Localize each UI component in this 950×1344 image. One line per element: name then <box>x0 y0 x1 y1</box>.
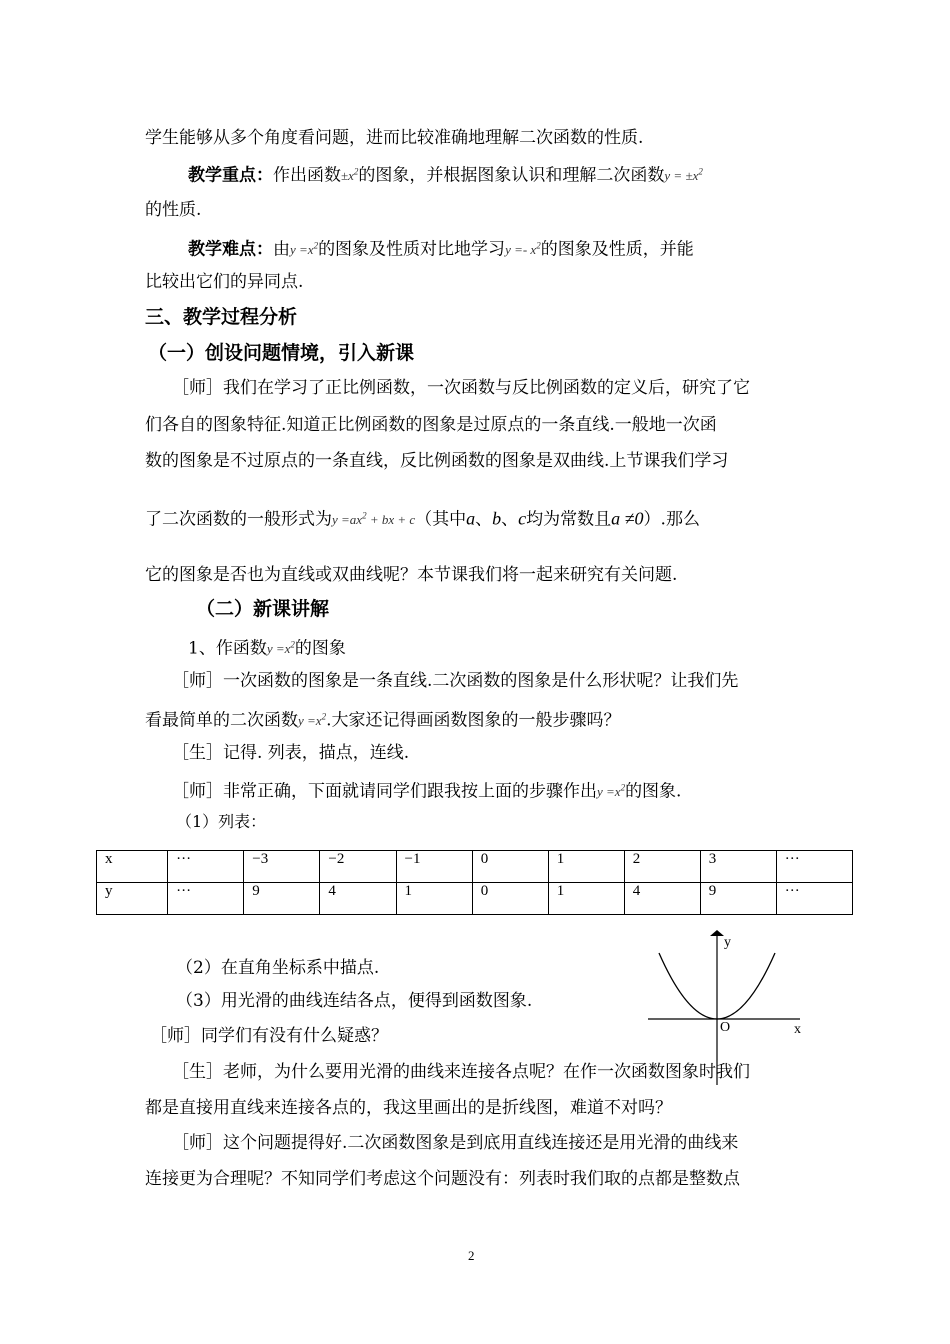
table-cell: ··· <box>168 851 244 883</box>
math-expression: $y =- x^2$ <box>505 241 541 258</box>
math-expression: a ≠0 <box>611 508 644 529</box>
paragraph-line: 们各自的图象特征.知道正比例函数的图象是过原点的一条直线.一般地一次函 <box>145 415 717 435</box>
text-run: 的图象及性质对比地学习 <box>318 239 506 260</box>
table-cell: 1 <box>548 883 624 915</box>
text-run: 的图象，并根据图象认识和理解二次函数 <box>358 165 665 186</box>
parabola-graph <box>640 930 815 1090</box>
paragraph-line: ［师］一次函数的图象是一条直线.二次函数的图象是什么形状呢？让我们先 <box>172 671 739 691</box>
table-cell: 0 <box>472 851 548 883</box>
table-cell: 3 <box>700 851 776 883</box>
text-run: ［师］非常正确，下面就请同学们跟我按上面的步骤作出 <box>172 781 597 802</box>
table-cell: 0 <box>472 883 548 915</box>
math-variable: c <box>518 508 527 529</box>
y-axis-label: y <box>724 935 731 950</box>
paragraph-line: ［师］这个问题提得好.二次函数图象是到底用直线连接还是用光滑的曲线来 <box>172 1133 739 1153</box>
table-cell: 9 <box>244 883 320 915</box>
text-run: 的图象及性质，并能 <box>540 239 694 260</box>
math-expression: $y =x^2$ <box>597 783 626 800</box>
table-cell: −1 <box>396 851 472 883</box>
table-cell: ··· <box>776 883 852 915</box>
text-run: 作出函数 <box>273 165 341 186</box>
table-cell: ··· <box>776 851 852 883</box>
paragraph-line: ［师］我们在学习了正比例函数，一次函数与反比例函数的定义后，研究了它 <box>172 378 750 398</box>
table-cell: x <box>97 851 168 883</box>
table-cell: −3 <box>244 851 320 883</box>
math-expression: $y =x^2$ <box>298 712 327 729</box>
table-cell: 1 <box>548 851 624 883</box>
table-cell: 4 <box>624 883 700 915</box>
table-cell: 4 <box>320 883 396 915</box>
text-run: 了二次函数的一般形式为 <box>145 509 332 530</box>
paragraph-line <box>145 705 620 733</box>
y-axis-arrow <box>710 930 724 936</box>
table-cell: ··· <box>168 883 244 915</box>
paragraph-line: ［生］老师，为什么要用光滑的曲线来连接各点呢？在作一次函数图象时我们 <box>172 1062 750 1082</box>
paragraph-line: 学生能够从多个角度看问题，进而比较准确地理解二次函数的性质. <box>145 128 644 148</box>
paragraph-line <box>172 776 681 804</box>
table-cell: y <box>97 883 168 915</box>
table-cell: 9 <box>700 883 776 915</box>
step-label: （1）列表： <box>176 812 267 831</box>
value-table <box>96 850 853 915</box>
paragraph-line: 连接更为合理呢？不知同学们考虑这个问题没有：列表时我们取的点都是整数点 <box>145 1169 740 1189</box>
text-run: 看最简单的二次函数 <box>145 710 298 731</box>
subsection-heading: （二）新课讲解 <box>196 598 330 620</box>
text-run: .大家还记得画函数图象的一般步骤吗？ <box>326 710 621 731</box>
table-row <box>97 851 853 883</box>
step-label: （3）用光滑的曲线连结各点，便得到函数图象. <box>176 991 533 1011</box>
text-run: 由 <box>273 239 290 260</box>
text-run: 、 <box>475 509 493 530</box>
x-axis-label: x <box>794 1022 801 1037</box>
text-run: 、 <box>501 509 519 530</box>
table-cell: 2 <box>624 851 700 883</box>
math-expression: $y = \pm x^2$ <box>664 167 703 184</box>
text-run: ）.那么 <box>643 509 700 530</box>
paragraph-line: 它的图象是否也为直线或双曲线呢？本节课我们将一起来研究有关问题. <box>145 565 678 585</box>
math-variable: b <box>492 508 502 529</box>
text-run: 1、作函数 <box>188 638 267 659</box>
paragraph-line: ［生］记得. 列表，描点，连线. <box>172 743 410 763</box>
text-run: （其中 <box>415 509 467 530</box>
table-row <box>97 883 853 915</box>
step-label: （2）在直角坐标系中描点. <box>176 958 380 978</box>
key-points-line <box>188 160 703 188</box>
page-number: 2 <box>468 1248 475 1263</box>
math-variable: a <box>466 508 476 529</box>
table-cell: 1 <box>396 883 472 915</box>
paragraph-line: 比较出它们的异同点. <box>145 272 304 292</box>
paragraph-line: 的性质. <box>145 200 202 220</box>
math-expression: $y =ax^2$ + bx + c <box>332 511 416 528</box>
math-expression: $y =x^2$ <box>266 640 295 657</box>
math-expression: $y =x^2$ <box>290 241 319 258</box>
table-cell: −2 <box>320 851 396 883</box>
subsection-heading: （一）创设问题情境，引入新课 <box>148 342 415 364</box>
text-run: 的图象. <box>625 781 682 802</box>
key-points-label: 教学重点： <box>188 165 273 186</box>
paragraph-line: ［师］同学们有没有什么疑惑？ <box>150 1026 388 1046</box>
paragraph-line: 数的图象是不过原点的一条直线，反比例函数的图象是双曲线.上节课我们学习 <box>145 451 729 471</box>
difficult-points-line <box>188 234 694 262</box>
difficult-points-label: 教学难点： <box>188 239 273 260</box>
text-run: 的图象 <box>294 638 346 659</box>
step-heading <box>188 633 346 661</box>
section-heading: 三、教学过程分析 <box>145 306 298 328</box>
text-run: 均为常数且 <box>526 509 612 530</box>
paragraph-line <box>145 504 700 532</box>
origin-label: O <box>720 1020 731 1035</box>
paragraph-line: 都是直接用直线来连接各点的，我这里画出的是折线图，难道不对吗？ <box>145 1098 672 1118</box>
math-expression: $\pm x^2$ <box>341 167 359 184</box>
